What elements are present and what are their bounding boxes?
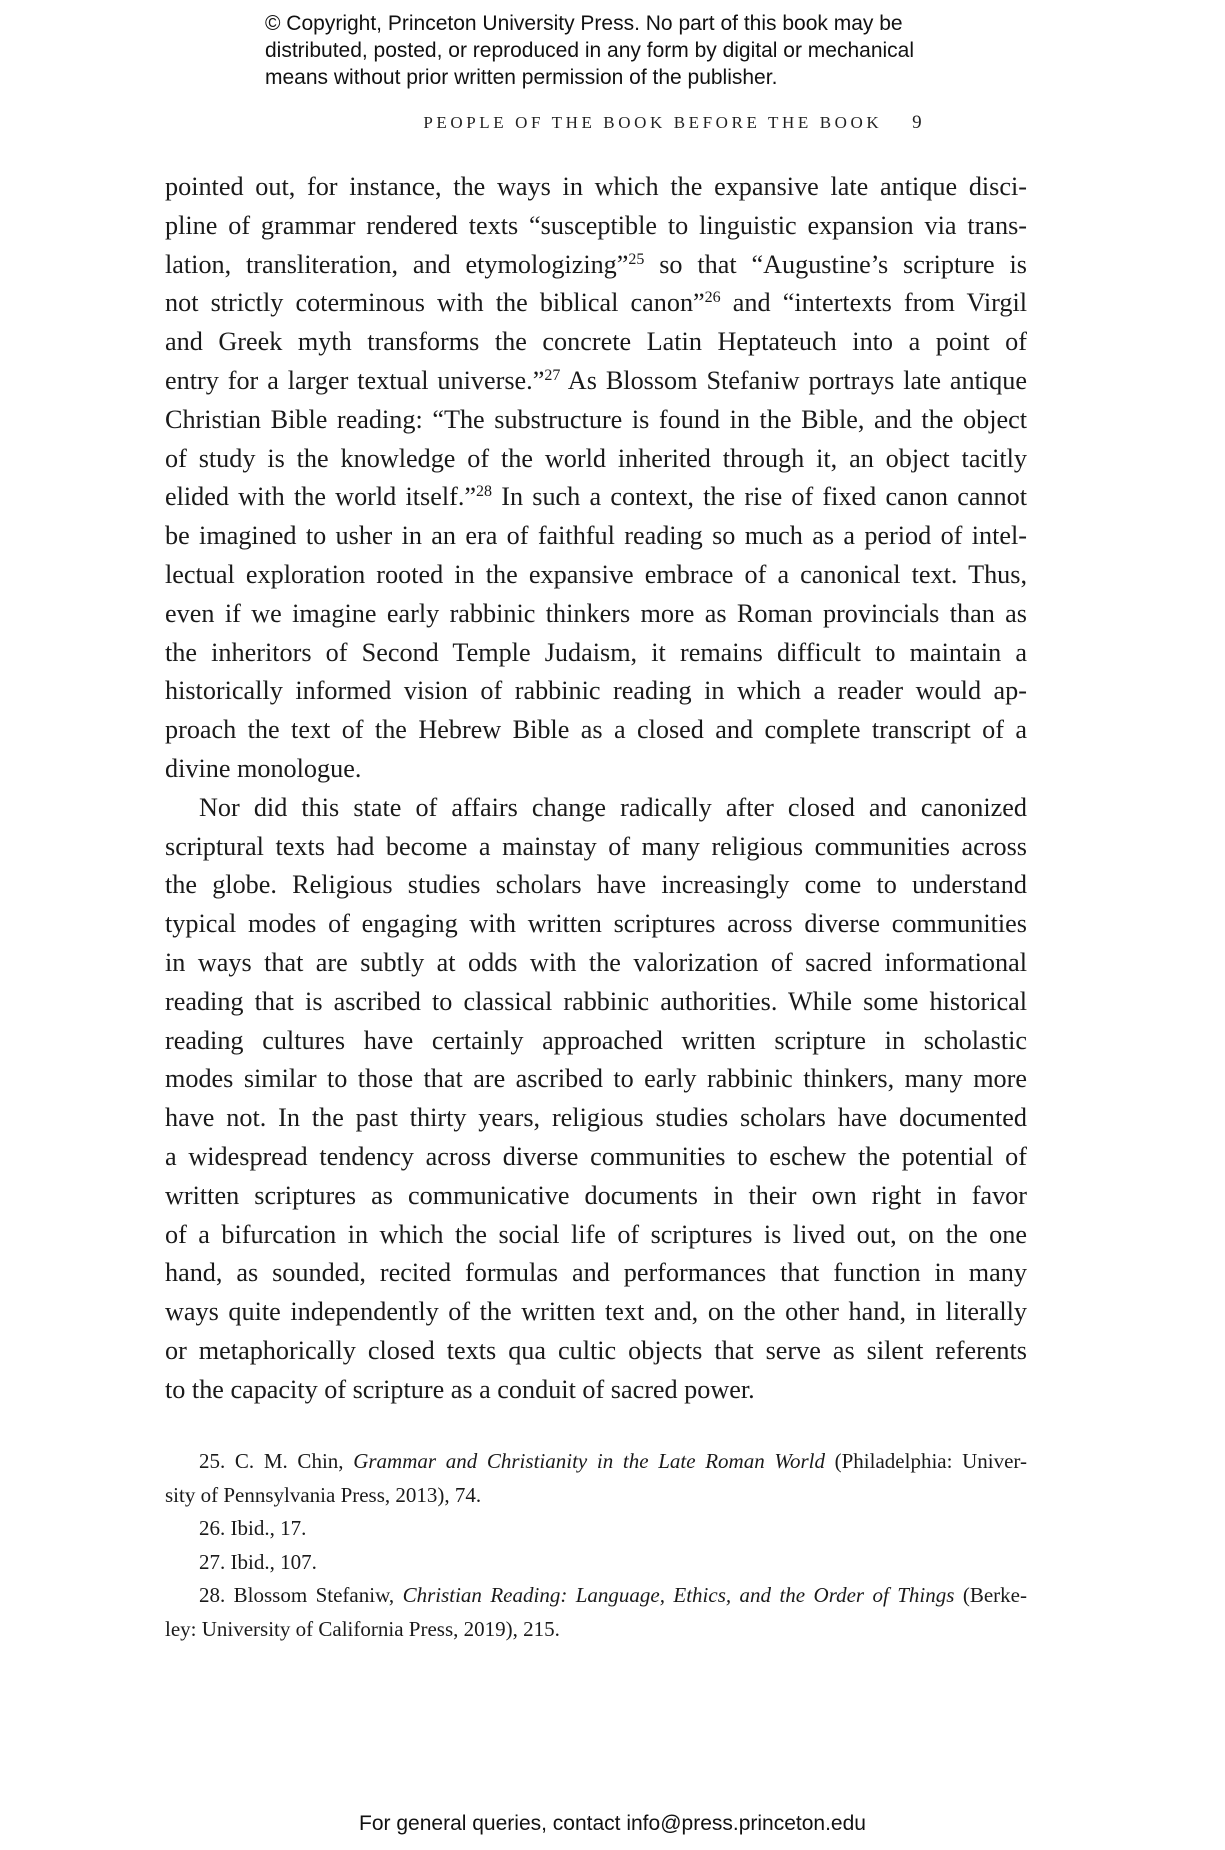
text-line: historically informed vision of rabbinic reading in which a reader would ap- [165, 676, 1027, 706]
copyright-line: distributed, posted, or reproduced in any form by digital or mechanical [265, 39, 915, 62]
text-line: ways quite independently of the written text and, on the other hand, in literally [165, 1297, 1027, 1327]
footnote-line: 27. Ibid., 107. [199, 1549, 317, 1574]
copyright-line: © Copyright, Princeton University Press. No part of this book may be [265, 12, 903, 35]
copyright-line: means without prior written permission of the publisher. [265, 66, 778, 89]
text-line: hand, as sounded, recited formulas and performances that function in many [165, 1258, 1027, 1288]
footnote-28 [165, 1579, 1027, 1646]
text-line: the globe. Religious studies scholars have increasingly come to understand [165, 870, 1027, 900]
footnote-line: 25. C. M. Chin, Grammar and Christianity in the Late Roman World (Philadelphia: Univer- [199, 1449, 1027, 1473]
paragraph-2 [165, 789, 1027, 1410]
text-line: even if we imagine early rabbinic thinkers more as Roman provincials than as [165, 598, 1027, 628]
text-line: pointed out, for instance, the ways in which the expansive late antique disci- [165, 172, 1027, 201]
copyright-notice [265, 10, 1025, 91]
text-line: typical modes of engaging with written scriptures across diverse communities [165, 909, 1027, 939]
running-title: PEOPLE OF THE BOOK BEFORE THE BOOK [423, 113, 883, 132]
footnote-ref-28[interactable]: 28 [476, 483, 493, 501]
text-line: of a bifurcation in which the social life of scriptures is lived out, on the one [165, 1219, 1027, 1249]
footnote-25 [165, 1445, 1027, 1512]
text-line: modes similar to those that are ascribed to early rabbinic thinkers, many more [165, 1064, 1027, 1094]
footnotes [165, 1445, 1027, 1646]
footnote-ref-26[interactable]: 26 [704, 289, 721, 307]
book-title: Christian Reading: Language, Ethics, and the Order of Things [402, 1583, 955, 1607]
text-line: divine monologue. [165, 753, 362, 783]
text-line: have not. In the past thirty years, religious studies scholars have documented [165, 1103, 1027, 1133]
text-line: entry for a larger textual universe.”$^{27}$ As Blossom Stefaniw portrays late antique [165, 365, 1027, 395]
text-line: proach the text of the Hebrew Bible as a closed and complete transcript of a [165, 715, 1027, 745]
footnote-26 [165, 1512, 1027, 1546]
text-line: reading that is ascribed to classical rabbinic authorities. While some historical [165, 986, 1027, 1016]
text-line: Christian Bible reading: “The substructure is found in the Bible, and the object [165, 404, 1027, 434]
footer-contact: For general queries, contact info@press.princeton.edu [359, 1812, 866, 1835]
text-line: pline of grammar rendered texts “susceptible to linguistic expansion via trans- [165, 210, 1027, 240]
body-text [165, 168, 1027, 1410]
footnote-line: 26. Ibid., 17. [199, 1516, 307, 1540]
text-line: not strictly coterminous with the biblical canon”$^{26}$ and “intertexts from Virgil [165, 288, 1027, 318]
text-line: be imagined to usher in an era of faithful reading so much as a period of intel- [165, 521, 1027, 551]
footnote-line: 28. Blossom Stefaniw, Christian Reading: Language, Ethics, and the Order of Things (Berke- [199, 1583, 1027, 1607]
page-number: 9 [912, 112, 922, 133]
text-line: of study is the knowledge of the world inherited through it, an object tacitly [165, 443, 1027, 473]
paragraph-1 [165, 168, 1027, 789]
text-line: and Greek myth transforms the concrete Latin Heptateuch into a point of [165, 327, 1027, 357]
running-head [0, 112, 1225, 134]
text-line: lectual exploration rooted in the expansive embrace of a canonical text. Thus, [165, 559, 1027, 589]
footnote-ref-27[interactable]: 27 [544, 366, 561, 384]
text-line: to the capacity of scripture as a conduit of sacred power. [165, 1374, 755, 1404]
footnote-27 [165, 1546, 1027, 1580]
text-line: the inheritors of Second Temple Judaism, it remains difficult to maintain a [165, 637, 1027, 667]
text-line: lation, transliteration, and etymologizing”$^{25}$ so that “Augustine’s scripture is [165, 249, 1027, 279]
text-line: scriptural texts had become a mainstay of many religious communities across [165, 831, 1027, 861]
footnote-ref-25[interactable]: 25 [628, 250, 645, 268]
text-line: a widespread tendency across diverse communities to eschew the potential of [165, 1141, 1027, 1171]
text-line: elided with the world itself.”$^{28}$ In such a context, the rise of fixed canon cannot [165, 482, 1027, 512]
footnote-line: ley: University of California Press, 2019), 215. [165, 1616, 560, 1641]
text-line: in ways that are subtly at odds with the valorization of sacred informational [165, 947, 1027, 977]
text-line: written scriptures as communicative documents in their own right in favor [165, 1180, 1027, 1210]
book-title: Grammar and Christianity in the Late Roman World [353, 1449, 825, 1473]
footnote-line: sity of Pennsylvania Press, 2013), 74. [165, 1482, 482, 1507]
text-line: or metaphorically closed texts qua cultic objects that serve as silent referents [165, 1335, 1027, 1365]
text-line: reading cultures have certainly approached written scripture in scholastic [165, 1025, 1027, 1055]
text-line: Nor did this state of affairs change radically after closed and canonized [199, 792, 1027, 822]
